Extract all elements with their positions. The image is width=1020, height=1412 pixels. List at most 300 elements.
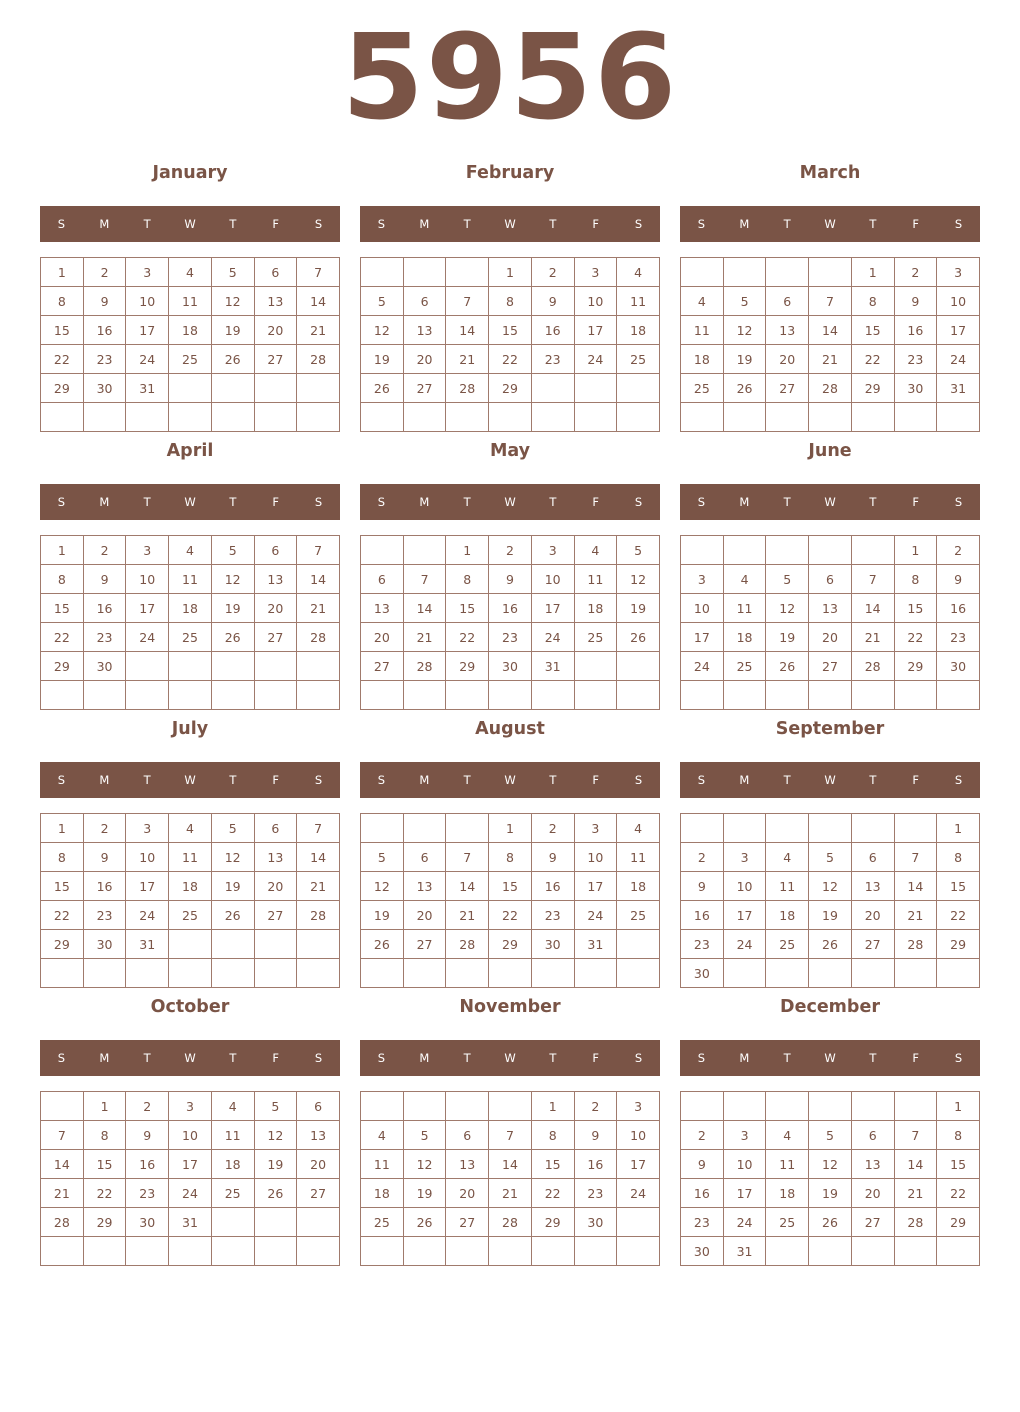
day-cell: 13 — [361, 594, 404, 623]
day-cell: 12 — [809, 872, 852, 901]
empty-day-cell — [723, 258, 766, 287]
week-row — [361, 930, 660, 959]
week-row — [41, 316, 340, 345]
weekday-label: T — [869, 773, 877, 787]
empty-day-cell — [894, 681, 937, 710]
weekday-label: W — [824, 1051, 836, 1065]
empty-day-cell — [851, 1237, 894, 1266]
day-cell: 6 — [403, 287, 446, 316]
weekday-label: F — [912, 1051, 920, 1065]
empty-day-cell — [211, 959, 254, 988]
day-cell: 10 — [937, 287, 980, 316]
weekday-label: M — [419, 495, 430, 509]
week-row — [681, 1237, 980, 1266]
weekday-label: M — [739, 217, 750, 231]
day-cell: 28 — [809, 374, 852, 403]
day-cell: 14 — [297, 843, 340, 872]
day-cell: 14 — [809, 316, 852, 345]
day-cell: 22 — [41, 345, 84, 374]
empty-day-cell — [809, 403, 852, 432]
empty-day-cell — [617, 403, 660, 432]
weekday-header — [360, 206, 660, 242]
day-cell: 9 — [83, 843, 126, 872]
weekday-label: S — [377, 217, 386, 231]
weekday-label: F — [912, 773, 920, 787]
day-cell: 6 — [297, 1092, 340, 1121]
weekday-label: S — [697, 495, 706, 509]
weekday-label: T — [549, 217, 557, 231]
day-cell: 25 — [617, 345, 660, 374]
empty-day-cell — [254, 930, 297, 959]
empty-day-cell — [254, 959, 297, 988]
weekday-header — [40, 762, 340, 798]
empty-day-cell — [851, 959, 894, 988]
empty-day-cell — [894, 403, 937, 432]
empty-day-cell — [894, 1237, 937, 1266]
week-row — [361, 287, 660, 316]
day-cell: 27 — [403, 374, 446, 403]
day-cell: 17 — [169, 1150, 212, 1179]
day-cell: 24 — [937, 345, 980, 374]
day-cell: 16 — [681, 901, 724, 930]
days-grid — [40, 813, 340, 988]
week-row — [41, 1208, 340, 1237]
day-cell: 21 — [297, 594, 340, 623]
day-cell: 10 — [126, 565, 169, 594]
day-cell: 9 — [83, 287, 126, 316]
day-cell: 27 — [361, 652, 404, 681]
week-row — [361, 258, 660, 287]
day-cell: 11 — [169, 565, 212, 594]
day-cell: 11 — [681, 316, 724, 345]
day-cell: 24 — [126, 623, 169, 652]
empty-day-cell — [809, 1237, 852, 1266]
day-cell: 31 — [574, 930, 617, 959]
empty-day-cell — [169, 374, 212, 403]
day-cell: 5 — [766, 565, 809, 594]
empty-day-cell — [681, 258, 724, 287]
day-cell: 10 — [723, 872, 766, 901]
weekday-label: W — [504, 495, 516, 509]
day-cell: 14 — [446, 316, 489, 345]
day-cell: 10 — [574, 287, 617, 316]
day-cell: 20 — [766, 345, 809, 374]
day-cell: 26 — [361, 374, 404, 403]
day-cell: 26 — [766, 652, 809, 681]
weekday-label: T — [869, 495, 877, 509]
day-cell: 7 — [446, 287, 489, 316]
year-title: 5956 — [341, 8, 679, 146]
day-cell: 7 — [403, 565, 446, 594]
empty-day-cell — [41, 959, 84, 988]
weekday-label: T — [229, 1051, 237, 1065]
week-row — [361, 843, 660, 872]
weekday-label: F — [912, 495, 920, 509]
day-cell: 16 — [83, 872, 126, 901]
empty-day-cell — [574, 681, 617, 710]
week-row — [681, 374, 980, 403]
days-grid — [40, 257, 340, 432]
month-name: July — [171, 719, 209, 739]
empty-day-cell — [211, 652, 254, 681]
day-cell: 5 — [211, 258, 254, 287]
month-name: December — [780, 997, 880, 1017]
weekday-label: T — [783, 773, 791, 787]
empty-day-cell — [41, 1092, 84, 1121]
day-cell: 20 — [361, 623, 404, 652]
day-cell: 9 — [126, 1121, 169, 1150]
day-cell: 8 — [41, 287, 84, 316]
empty-day-cell — [809, 258, 852, 287]
week-row — [41, 536, 340, 565]
weekday-header — [40, 484, 340, 520]
weekday-label: W — [504, 217, 516, 231]
week-row — [681, 1150, 980, 1179]
empty-day-cell — [617, 652, 660, 681]
empty-day-cell — [766, 681, 809, 710]
day-cell: 14 — [851, 594, 894, 623]
weekday-label: F — [592, 1051, 600, 1065]
empty-day-cell — [403, 959, 446, 988]
weekday-label: S — [954, 217, 963, 231]
day-cell: 3 — [126, 258, 169, 287]
day-cell: 19 — [254, 1150, 297, 1179]
empty-day-cell — [403, 1092, 446, 1121]
day-cell: 27 — [297, 1179, 340, 1208]
empty-day-cell — [531, 681, 574, 710]
empty-day-cell — [403, 681, 446, 710]
empty-day-cell — [851, 1092, 894, 1121]
week-row — [41, 594, 340, 623]
month-name: February — [465, 163, 555, 183]
day-cell: 1 — [937, 1092, 980, 1121]
day-cell: 15 — [41, 872, 84, 901]
empty-day-cell — [169, 1237, 212, 1266]
empty-day-cell — [851, 403, 894, 432]
day-cell: 2 — [83, 258, 126, 287]
empty-day-cell — [403, 1237, 446, 1266]
day-cell: 18 — [211, 1150, 254, 1179]
day-cell: 29 — [531, 1208, 574, 1237]
day-cell: 25 — [574, 623, 617, 652]
day-cell: 11 — [211, 1121, 254, 1150]
day-cell: 24 — [723, 930, 766, 959]
empty-day-cell — [254, 403, 297, 432]
week-row — [681, 814, 980, 843]
weekday-label: F — [272, 495, 280, 509]
day-cell: 21 — [403, 623, 446, 652]
weekday-label: T — [229, 773, 237, 787]
day-cell: 12 — [211, 287, 254, 316]
day-cell: 4 — [169, 814, 212, 843]
day-cell: 19 — [361, 901, 404, 930]
day-cell: 28 — [446, 374, 489, 403]
weekday-label: T — [463, 773, 471, 787]
day-cell: 5 — [617, 536, 660, 565]
week-row — [681, 287, 980, 316]
month-name: March — [799, 163, 861, 183]
day-cell: 11 — [766, 872, 809, 901]
empty-day-cell — [809, 536, 852, 565]
month-name: November — [459, 997, 561, 1017]
day-cell: 15 — [489, 872, 532, 901]
weekday-label: T — [549, 773, 557, 787]
empty-day-cell — [211, 403, 254, 432]
day-cell: 27 — [851, 930, 894, 959]
weekday-label: S — [697, 217, 706, 231]
day-cell: 2 — [531, 258, 574, 287]
day-cell: 30 — [531, 930, 574, 959]
empty-day-cell — [809, 814, 852, 843]
weekday-label: T — [783, 495, 791, 509]
day-cell: 20 — [851, 1179, 894, 1208]
weekday-label: T — [143, 495, 151, 509]
week-row — [681, 403, 980, 432]
day-cell: 31 — [937, 374, 980, 403]
day-cell: 15 — [937, 872, 980, 901]
day-cell: 10 — [126, 843, 169, 872]
day-cell: 15 — [851, 316, 894, 345]
empty-day-cell — [211, 1208, 254, 1237]
day-cell: 21 — [489, 1179, 532, 1208]
day-cell: 2 — [83, 814, 126, 843]
day-cell: 12 — [211, 565, 254, 594]
empty-day-cell — [254, 681, 297, 710]
day-cell: 29 — [937, 1208, 980, 1237]
day-cell: 26 — [403, 1208, 446, 1237]
day-cell: 13 — [446, 1150, 489, 1179]
day-cell: 6 — [403, 843, 446, 872]
day-cell: 18 — [766, 1179, 809, 1208]
day-cell: 14 — [297, 287, 340, 316]
day-cell: 18 — [617, 316, 660, 345]
empty-day-cell — [681, 814, 724, 843]
empty-day-cell — [297, 959, 340, 988]
empty-day-cell — [254, 1237, 297, 1266]
day-cell: 3 — [723, 1121, 766, 1150]
day-cell: 12 — [361, 316, 404, 345]
week-row — [361, 1121, 660, 1150]
empty-day-cell — [531, 1237, 574, 1266]
weekday-label: M — [419, 217, 430, 231]
day-cell: 7 — [297, 536, 340, 565]
day-cell: 4 — [766, 1121, 809, 1150]
day-cell: 22 — [937, 901, 980, 930]
days-grid — [680, 535, 980, 710]
day-cell: 8 — [41, 843, 84, 872]
empty-day-cell — [723, 959, 766, 988]
weekday-label: T — [143, 217, 151, 231]
empty-day-cell — [681, 681, 724, 710]
empty-day-cell — [617, 1208, 660, 1237]
day-cell: 23 — [531, 345, 574, 374]
day-cell: 5 — [403, 1121, 446, 1150]
day-cell: 11 — [361, 1150, 404, 1179]
month-name: May — [489, 441, 531, 461]
day-cell: 17 — [126, 872, 169, 901]
days-grid — [680, 1091, 980, 1266]
empty-day-cell — [531, 374, 574, 403]
weekday-label: M — [419, 773, 430, 787]
empty-day-cell — [766, 814, 809, 843]
weekday-header — [680, 762, 980, 798]
weekday-label: S — [634, 773, 643, 787]
weekday-label: F — [592, 773, 600, 787]
day-cell: 29 — [41, 930, 84, 959]
day-cell: 13 — [297, 1121, 340, 1150]
empty-day-cell — [211, 1237, 254, 1266]
weekday-label: S — [697, 773, 706, 787]
weekday-label: T — [229, 495, 237, 509]
day-cell: 19 — [211, 594, 254, 623]
empty-day-cell — [723, 681, 766, 710]
day-cell: 19 — [211, 872, 254, 901]
day-cell: 31 — [723, 1237, 766, 1266]
month-name: January — [152, 163, 228, 183]
weekday-label: T — [783, 217, 791, 231]
empty-day-cell — [361, 258, 404, 287]
weekday-label: W — [504, 773, 516, 787]
empty-day-cell — [617, 1237, 660, 1266]
day-cell: 4 — [169, 258, 212, 287]
day-cell: 25 — [361, 1208, 404, 1237]
day-cell: 7 — [894, 1121, 937, 1150]
day-cell: 12 — [809, 1150, 852, 1179]
day-cell: 18 — [617, 872, 660, 901]
day-cell: 29 — [446, 652, 489, 681]
empty-day-cell — [41, 1237, 84, 1266]
day-cell: 27 — [766, 374, 809, 403]
day-cell: 2 — [83, 536, 126, 565]
day-cell: 20 — [254, 316, 297, 345]
day-cell: 5 — [723, 287, 766, 316]
empty-day-cell — [83, 959, 126, 988]
empty-day-cell — [297, 930, 340, 959]
day-cell: 16 — [937, 594, 980, 623]
day-cell: 29 — [489, 930, 532, 959]
day-cell: 2 — [531, 814, 574, 843]
day-cell: 5 — [211, 814, 254, 843]
day-cell: 7 — [894, 843, 937, 872]
day-cell: 3 — [723, 843, 766, 872]
day-cell: 3 — [531, 536, 574, 565]
weekday-label: S — [377, 1051, 386, 1065]
day-cell: 25 — [211, 1179, 254, 1208]
week-row — [361, 536, 660, 565]
empty-day-cell — [211, 374, 254, 403]
day-cell: 8 — [489, 287, 532, 316]
day-cell: 14 — [894, 872, 937, 901]
empty-day-cell — [766, 1237, 809, 1266]
empty-day-cell — [169, 681, 212, 710]
weekday-label: T — [549, 495, 557, 509]
day-cell: 30 — [681, 959, 724, 988]
day-cell: 29 — [489, 374, 532, 403]
weekday-label: W — [824, 773, 836, 787]
day-cell: 12 — [403, 1150, 446, 1179]
week-row — [41, 374, 340, 403]
day-cell: 20 — [254, 594, 297, 623]
day-cell: 17 — [723, 901, 766, 930]
day-cell: 26 — [809, 1208, 852, 1237]
day-cell: 23 — [681, 930, 724, 959]
day-cell: 12 — [361, 872, 404, 901]
day-cell: 15 — [446, 594, 489, 623]
day-cell: 7 — [851, 565, 894, 594]
day-cell: 12 — [766, 594, 809, 623]
week-row — [681, 565, 980, 594]
empty-day-cell — [297, 1237, 340, 1266]
empty-day-cell — [617, 681, 660, 710]
empty-day-cell — [574, 403, 617, 432]
day-cell: 27 — [254, 345, 297, 374]
weekday-label: S — [954, 1051, 963, 1065]
weekday-label: F — [592, 217, 600, 231]
day-cell: 1 — [489, 258, 532, 287]
week-row — [361, 623, 660, 652]
day-cell: 25 — [617, 901, 660, 930]
week-row — [361, 345, 660, 374]
empty-day-cell — [83, 681, 126, 710]
empty-day-cell — [361, 814, 404, 843]
day-cell: 16 — [531, 872, 574, 901]
day-cell: 26 — [211, 901, 254, 930]
empty-day-cell — [403, 814, 446, 843]
day-cell: 7 — [809, 287, 852, 316]
day-cell: 2 — [681, 843, 724, 872]
week-row — [361, 374, 660, 403]
weekday-label: M — [739, 495, 750, 509]
weekday-label: W — [504, 1051, 516, 1065]
day-cell: 16 — [489, 594, 532, 623]
weekday-label: T — [463, 495, 471, 509]
empty-day-cell — [723, 536, 766, 565]
weekday-label: T — [229, 217, 237, 231]
day-cell: 1 — [41, 814, 84, 843]
day-cell: 17 — [531, 594, 574, 623]
day-cell: 29 — [937, 930, 980, 959]
day-cell: 10 — [126, 287, 169, 316]
day-cell: 9 — [83, 565, 126, 594]
weekday-label: T — [549, 1051, 557, 1065]
day-cell: 14 — [297, 565, 340, 594]
day-cell: 6 — [254, 536, 297, 565]
weekday-header — [40, 1040, 340, 1076]
day-cell: 6 — [851, 1121, 894, 1150]
week-row — [361, 403, 660, 432]
day-cell: 8 — [937, 843, 980, 872]
day-cell: 13 — [851, 872, 894, 901]
day-cell: 29 — [41, 652, 84, 681]
empty-day-cell — [809, 959, 852, 988]
day-cell: 25 — [766, 1208, 809, 1237]
empty-day-cell — [681, 403, 724, 432]
empty-day-cell — [894, 959, 937, 988]
day-cell: 15 — [41, 316, 84, 345]
empty-day-cell — [617, 930, 660, 959]
day-cell: 17 — [126, 316, 169, 345]
day-cell: 25 — [681, 374, 724, 403]
week-row — [361, 594, 660, 623]
empty-day-cell — [766, 258, 809, 287]
empty-day-cell — [361, 536, 404, 565]
day-cell: 10 — [169, 1121, 212, 1150]
empty-day-cell — [126, 403, 169, 432]
day-cell: 22 — [894, 623, 937, 652]
empty-day-cell — [169, 652, 212, 681]
weekday-label: M — [419, 1051, 430, 1065]
empty-day-cell — [211, 930, 254, 959]
